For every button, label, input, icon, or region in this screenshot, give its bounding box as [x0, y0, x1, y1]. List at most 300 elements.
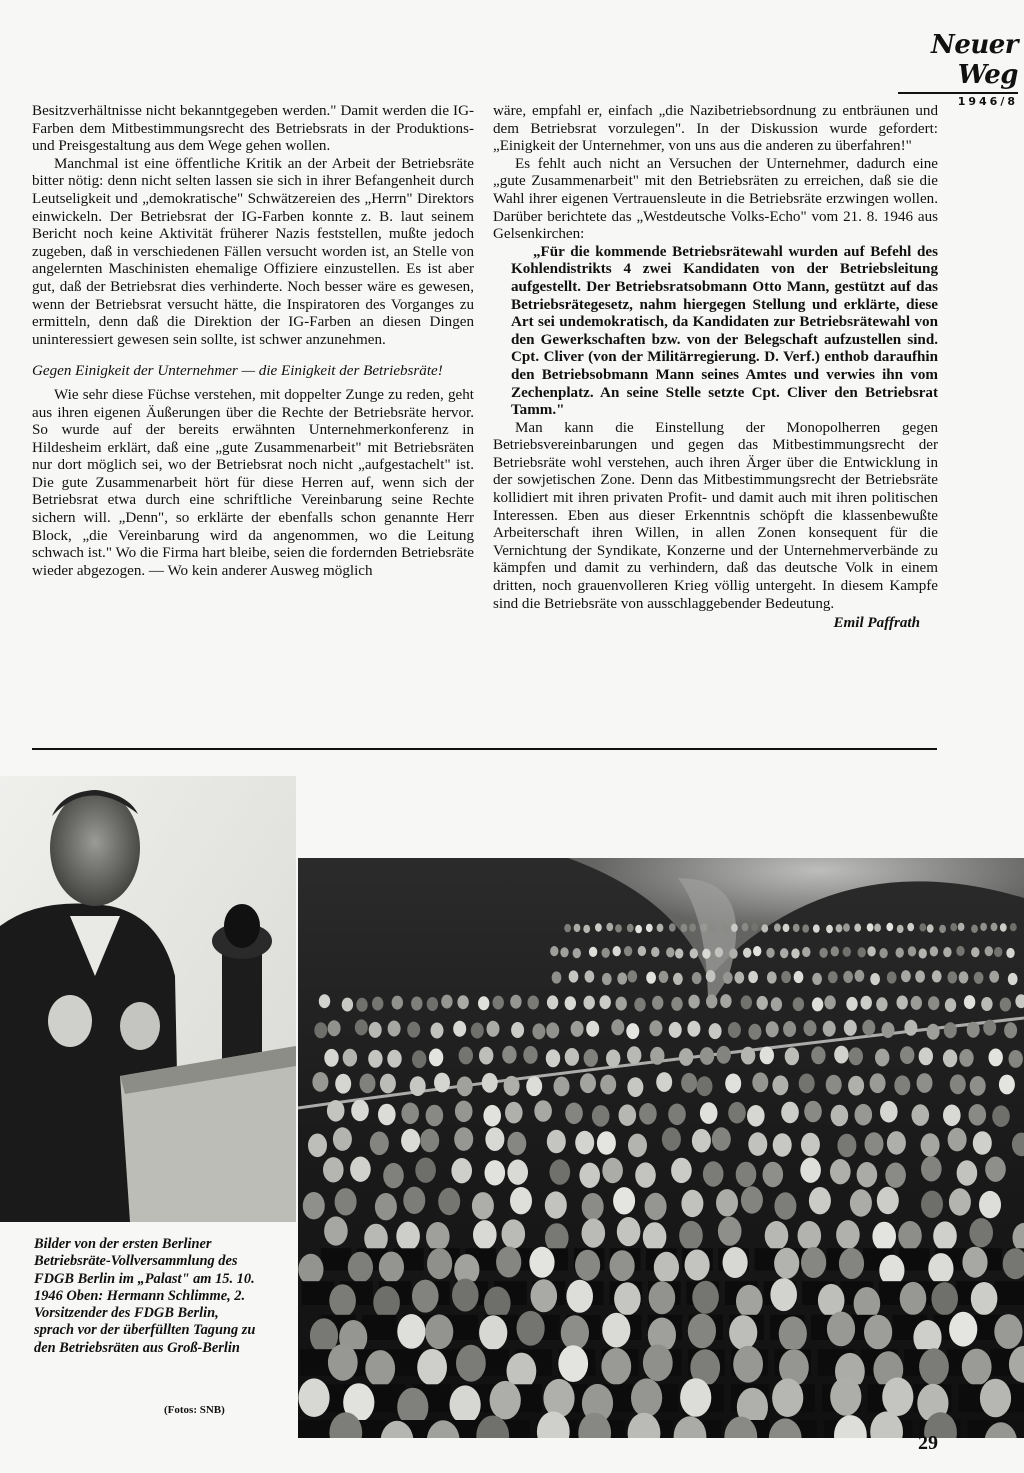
crowd-head — [602, 1313, 630, 1348]
crowd-head — [855, 1104, 873, 1126]
crowd-head — [628, 1134, 647, 1158]
crowd-head — [861, 996, 872, 1010]
crowd-head — [485, 1160, 506, 1185]
crowd-head — [828, 971, 838, 983]
crowd-head — [348, 1252, 373, 1283]
crowd-head — [441, 995, 452, 1009]
crowd-head — [493, 996, 504, 1010]
crowd-head — [606, 1050, 620, 1068]
crowd-head — [715, 947, 723, 957]
photo-credit: (Fotos: SNB) — [164, 1404, 225, 1416]
crowd-head — [565, 996, 576, 1010]
crowd-head — [771, 997, 782, 1011]
crowd-head — [617, 1217, 641, 1246]
author-signature: Emil Paffrath — [833, 615, 920, 632]
crowd-head — [989, 1049, 1003, 1067]
crowd-head — [685, 1250, 710, 1281]
crowd-head — [657, 924, 664, 932]
crowd-head — [586, 1021, 599, 1037]
crowd-head — [718, 1217, 742, 1246]
crowd-head — [729, 1315, 757, 1350]
crowd-head — [510, 995, 521, 1009]
crowd-head — [964, 995, 975, 1009]
crowd-head — [793, 924, 800, 932]
crowd-head — [939, 925, 946, 933]
paragraph: Man kann die Einstellung der Monopolherren gegen Betriebsvereinbarungen und gegen das Mitbestimmungsrecht der Betriebsräte wohl verstehen, auch ihren Ärger über die Entwicklung in der sowjetischen Zone. Denn das Mitbestimmungsrecht der Betriebsräte kollidiert mit ihren privaten Profit- und damit auch mit ihren politischen Interessen. Eben aus dieser Erkenntnis schöpft die klassenbewußte Arbeiterschaft ihren Willen, in allen Zonen konsequent für die Vernichtung der Syndikate, Konzerne und der Unternehmerverbände zu kämpfen und damit zu verhindern, daß das deutsche Volk in einem dritten, noch grauenvolleren Krieg völlig untergeht. In diesem Kampfe sind die Betriebsräte von ausschlaggebender Bedeutung. — [493, 419, 938, 612]
crowd-head — [992, 1105, 1010, 1127]
crowd-head — [798, 1221, 822, 1250]
crowd-head — [688, 1314, 716, 1349]
crowd-head — [734, 972, 744, 984]
article-left-column — [32, 103, 474, 580]
crowd-head — [327, 1100, 345, 1122]
crowd-head — [1004, 1022, 1017, 1038]
crowd-head — [725, 1074, 741, 1094]
crowd-head — [373, 1286, 400, 1319]
crowd-head — [839, 1248, 864, 1279]
crowd-head — [748, 1024, 761, 1040]
crowd-head — [473, 1220, 497, 1249]
crowd-head — [867, 923, 874, 931]
crowd-head — [426, 1222, 450, 1251]
crowd-head — [970, 1076, 986, 1096]
crowd-head — [343, 1049, 357, 1067]
crowd-head — [646, 924, 653, 932]
crowd-head — [565, 1103, 583, 1125]
crowd-head — [350, 1157, 371, 1182]
crowd-head — [573, 948, 581, 958]
crowd-head — [356, 998, 367, 1012]
crowd-head — [943, 1049, 957, 1067]
crowd-head — [600, 1075, 616, 1095]
crowd-head — [434, 1073, 450, 1093]
crowd-head — [702, 949, 710, 959]
crowd-head — [736, 1162, 757, 1187]
crowd-head — [471, 1023, 484, 1039]
crowd-head — [971, 947, 979, 957]
crowd-head — [765, 1221, 789, 1250]
crowd-head — [681, 924, 688, 932]
crowd-head — [459, 1047, 473, 1065]
crowd-head — [773, 1133, 792, 1157]
crowd-head — [947, 971, 957, 983]
crowd-head — [945, 998, 956, 1012]
crowd-head — [407, 1022, 420, 1038]
crowd-head — [812, 997, 823, 1011]
crowd-head — [944, 1022, 957, 1038]
crowd-head — [372, 997, 383, 1011]
paragraph: Besitzverhältnisse nicht bekanntgegeben werden." Damit werden die IG-Farben dem Mitbestimmungsrecht des Betriebsrats in der Produktions- und Preisgestaltung aus dem Wege gehen wollen. — [32, 103, 474, 155]
crowd-head — [728, 1022, 741, 1038]
crowd-head — [584, 996, 595, 1010]
crowd-head — [550, 946, 558, 956]
crowd-head — [864, 1315, 892, 1350]
crowd-head — [834, 1046, 848, 1064]
crowd-head — [526, 1076, 542, 1096]
crowd-head — [616, 997, 627, 1011]
crowd-head — [850, 1189, 872, 1216]
crowd-head — [490, 1381, 521, 1420]
crowd-head — [546, 1049, 560, 1067]
crowd-head — [985, 946, 993, 956]
photo-audience — [298, 858, 1024, 1438]
crowd-head — [950, 1074, 966, 1094]
crowd-head — [781, 1102, 799, 1124]
crowd-head — [811, 1046, 825, 1064]
crowd-head — [967, 1022, 980, 1038]
crowd-head — [898, 1221, 922, 1250]
crowd-head — [912, 1104, 930, 1126]
crowd-head — [723, 972, 733, 984]
crowd-head — [979, 1191, 1001, 1218]
crowd-head — [673, 973, 683, 985]
crowd-head — [908, 946, 916, 956]
crowd-head — [383, 1163, 404, 1188]
crowd-head — [723, 1247, 748, 1278]
crowd-head — [380, 1074, 396, 1094]
crowd-head — [772, 1378, 803, 1417]
crowd-head — [601, 1348, 631, 1385]
crowd-head — [981, 997, 992, 1011]
crowd-head — [879, 948, 887, 958]
crowd-head — [378, 1104, 396, 1126]
crowd-head — [741, 1186, 763, 1213]
crowd-head — [973, 1131, 992, 1155]
crowd-head — [919, 923, 926, 931]
crowd-head — [602, 1158, 623, 1183]
crowd-head — [831, 946, 839, 956]
crowd-head — [877, 1187, 899, 1214]
crowd-head — [882, 1022, 895, 1038]
crowd-head — [917, 1073, 933, 1093]
crowd-head — [882, 1377, 913, 1416]
crowd-head — [904, 1020, 917, 1036]
crowd-head — [643, 1222, 667, 1251]
crowd-head — [487, 1021, 500, 1037]
crowd-head — [401, 1103, 419, 1125]
crowd-head — [565, 1048, 579, 1066]
crowd-head — [927, 1024, 940, 1040]
crowd-head — [731, 924, 738, 932]
crowd-head — [478, 996, 489, 1010]
crowd-head — [716, 1189, 738, 1216]
crowd-head — [619, 1104, 637, 1126]
crowd-head — [627, 1077, 643, 1097]
crowd-head — [1008, 973, 1018, 985]
crowd-head — [589, 947, 597, 957]
crowd-head — [894, 1075, 910, 1095]
crowd-head — [865, 1132, 884, 1156]
crowd-head — [597, 1131, 616, 1155]
crowd-head — [502, 1219, 526, 1248]
crowd-head — [826, 1075, 842, 1095]
crowd-head — [453, 1021, 466, 1037]
crowd-head — [843, 923, 850, 931]
crowd-head — [457, 995, 468, 1009]
crowd-head — [558, 1345, 588, 1382]
crowd-head — [679, 1048, 693, 1066]
crowd-head — [368, 1050, 382, 1068]
crowd-head — [671, 1158, 692, 1183]
crowd-head — [457, 1076, 473, 1096]
crowd-head — [989, 971, 999, 983]
crowd-head — [328, 1020, 341, 1036]
crowd-head — [550, 1159, 571, 1184]
crowd-head — [547, 995, 558, 1009]
crowd-head — [907, 923, 914, 931]
crowd-head — [505, 1102, 523, 1124]
crowd-head — [843, 947, 851, 957]
crowd-head — [690, 948, 698, 958]
crowd-head — [980, 1379, 1011, 1418]
crowd-head — [717, 1046, 731, 1064]
crowd-head — [606, 923, 613, 931]
crowd-head — [700, 1102, 718, 1124]
crowd-head — [662, 1127, 681, 1151]
crowd-head — [584, 1049, 598, 1067]
crowd-head — [830, 1159, 851, 1184]
crowd-head — [375, 1193, 397, 1220]
crowd-head — [921, 1133, 940, 1157]
crowd-head — [397, 1314, 425, 1349]
crowd-head — [812, 973, 822, 985]
crowd-head — [365, 1350, 395, 1387]
crowd-head — [388, 1021, 401, 1037]
crowd-head — [958, 923, 965, 931]
crowd-head — [659, 971, 669, 983]
crowd-head — [638, 946, 646, 956]
crowd-head — [580, 1073, 596, 1093]
crowd-head — [760, 1047, 774, 1065]
crowd-head — [823, 1021, 836, 1037]
crowd-head — [794, 971, 804, 983]
photo-speaker-image — [0, 776, 296, 1222]
crowd-head — [761, 924, 768, 932]
crowd-head — [752, 1072, 768, 1092]
crowd-head — [634, 998, 645, 1012]
crowd-head — [681, 1190, 703, 1217]
crowd-head — [770, 1278, 797, 1311]
crowd-head — [649, 1020, 662, 1036]
crowd-head — [431, 1023, 444, 1039]
crowd-head — [783, 1021, 796, 1037]
crowd-head — [669, 1022, 682, 1038]
crowd-head — [523, 1046, 537, 1064]
crowd-head — [561, 1315, 589, 1350]
crowd-head — [645, 1193, 667, 1220]
crowd-head — [748, 1132, 767, 1156]
crowd-head — [751, 923, 758, 931]
crowd-head — [701, 923, 708, 931]
crowd-head — [669, 923, 676, 931]
crowd-head — [844, 1020, 857, 1036]
crowd-head — [831, 1105, 849, 1127]
crowd-head — [901, 970, 911, 982]
crowd-head — [298, 1378, 329, 1417]
crowd-head — [455, 1101, 473, 1123]
crowd-head — [403, 1187, 425, 1214]
crowd-head — [454, 1127, 473, 1151]
crowd-head — [819, 948, 827, 958]
crowd-head — [575, 1250, 600, 1281]
crowd-head — [328, 1344, 358, 1381]
crowd-head — [600, 995, 611, 1009]
photo-speaker — [0, 776, 296, 1222]
crowd-head — [962, 1247, 987, 1278]
crowd-head — [654, 1252, 679, 1283]
crowd-head — [800, 1158, 821, 1183]
crowd-head — [801, 1247, 826, 1278]
crowd-head — [706, 994, 717, 1008]
crowd-head — [748, 971, 758, 983]
crowd-head — [319, 994, 330, 1008]
crowd-head — [837, 1134, 856, 1158]
crowd-head — [897, 996, 908, 1010]
crowd-head — [747, 1105, 765, 1127]
crowd-head — [692, 1129, 711, 1153]
section-divider — [32, 748, 937, 750]
crowd-head — [855, 970, 865, 982]
crowd-head — [931, 1282, 958, 1315]
crowd-head — [743, 948, 751, 958]
crowd-head — [783, 924, 790, 932]
crowd-head — [415, 1158, 436, 1183]
paragraph: Manchmal ist eine öffentliche Kritik an der Arbeit der Betriebsräte bitter nötig: denn nicht selten lassen sie sich in ihrer Befangenheit durch Leutseligkeit und „demokratische" Schwätzereien des „Herrn" Direktors einwickeln. Der Betriebsrat der IG-Farben konnte z. B. laut seinem Bericht noch keine Aktivität früherer Nazis feststellen, mußte jedoch zugeben, daß in verschiedenen Fällen versucht worden ist, an Stelle von angelernten Maschinisten ehemalige Offiziere einzustellen. Es ist aber gut, daß der Betriebsrat dies verhinderte. Noch besser wäre es gewesen, wenn der Betriebsrat versucht hätte, die Inspiratoren des Vorganges zu ermitteln, denn daß die Direktion der IG-Farben an diesen Dingen uninteressiert gewesen sein sollte, ist schwer anzunehmen. — [32, 155, 474, 348]
crowd-head — [668, 1104, 686, 1126]
crowd-head — [774, 1248, 799, 1279]
crowd-head — [962, 1349, 992, 1386]
crowd-head — [943, 947, 951, 957]
crowd-head — [921, 1191, 943, 1218]
crowd-head — [571, 1021, 584, 1037]
crowd-head — [355, 1019, 368, 1035]
crowd-head — [921, 1156, 942, 1181]
crowd-head — [483, 1105, 501, 1127]
crowd-head — [959, 971, 969, 983]
crowd-head — [991, 923, 998, 931]
crowd-head — [689, 923, 696, 931]
crowd-head — [793, 997, 804, 1011]
crowd-head — [757, 996, 768, 1010]
crowd-head — [753, 946, 761, 956]
crowd-head — [617, 972, 627, 984]
crowd-head — [897, 925, 904, 933]
crowd-head — [675, 948, 683, 958]
masthead-issue: 1946/8 — [898, 92, 1018, 108]
crowd-head — [298, 1254, 323, 1285]
crowd-head — [575, 1131, 594, 1155]
crowd-head — [774, 923, 781, 931]
crowd-head — [502, 1046, 516, 1064]
crowd-head — [915, 970, 925, 982]
crowd-head — [767, 971, 777, 983]
crowd-head — [927, 924, 934, 932]
crowd-head — [706, 970, 716, 982]
crowd-head — [613, 1187, 635, 1214]
crowd-head — [646, 972, 656, 984]
crowd-head — [843, 971, 853, 983]
crowd-head — [969, 1104, 987, 1126]
crowd-head — [635, 925, 642, 933]
crowd-head — [472, 1192, 494, 1219]
crowd-head — [679, 1221, 703, 1250]
crowd-head — [582, 1193, 604, 1220]
crowd-head — [546, 1022, 559, 1038]
crowd-head — [779, 1316, 807, 1351]
crowd-head — [547, 1130, 566, 1154]
crowd-head — [411, 997, 422, 1011]
crowd-head — [370, 1132, 389, 1156]
crowd-head — [687, 1021, 700, 1037]
crowd-head — [534, 1100, 552, 1122]
crowd-head — [303, 1192, 325, 1219]
crowd-head — [329, 1284, 356, 1317]
crowd-head — [848, 1076, 864, 1096]
crowd-head — [507, 1160, 528, 1185]
paragraph: wäre, empfahl er, einfach „die Nazibetriebsordnung zu entbräunen und dem Betriebsrat vorzulegen". In der Diskussion wurde gefordert: „Einigkeit der Unternehmer, von uns aus die anderen zu überfahren!" — [493, 103, 938, 155]
crowd-head — [671, 997, 682, 1011]
crowd-head — [872, 1222, 896, 1251]
crowd-head — [496, 1247, 521, 1278]
crowd-head — [314, 1022, 327, 1038]
crowd-head — [697, 1076, 713, 1096]
crowd-head — [804, 1020, 817, 1036]
crowd-head — [943, 1105, 961, 1127]
crowd-head — [720, 994, 731, 1008]
crowd-head — [427, 997, 438, 1011]
crowd-head — [651, 947, 659, 957]
crowd-head — [885, 1163, 906, 1188]
crowd-head — [324, 1216, 348, 1245]
crowd-head — [511, 1022, 524, 1038]
crowd-head — [846, 997, 857, 1011]
crowd-head — [323, 1157, 344, 1182]
crowd-head — [733, 1346, 763, 1383]
crowd-head — [308, 1134, 327, 1158]
crowd-head — [763, 1162, 784, 1187]
crowd-head — [602, 973, 612, 985]
crowd-head — [595, 923, 602, 931]
crowd-head — [785, 1047, 799, 1065]
crowd-head — [957, 1160, 978, 1185]
crowd-head — [742, 923, 749, 931]
crowd-head — [766, 1021, 779, 1037]
crowd-head — [880, 1101, 898, 1123]
crowd-head — [874, 924, 881, 932]
masthead — [898, 30, 1018, 108]
page-number: 29 — [918, 1432, 938, 1454]
crowd-head — [479, 1315, 507, 1350]
crowd-head — [857, 1162, 878, 1187]
crowd-head — [919, 1047, 933, 1065]
crowd-head — [504, 1076, 520, 1096]
crowd-head — [626, 1023, 639, 1039]
crowd-head — [545, 1223, 569, 1252]
crowd-head — [529, 1247, 554, 1278]
section-subheading: Gegen Einigkeit der Unternehmer — die Einigkeit der Betriebsräte! — [32, 363, 443, 380]
crowd-head — [610, 1250, 635, 1281]
crowd-head — [813, 924, 820, 932]
crowd-head — [517, 1311, 545, 1346]
crowd-head — [569, 970, 579, 982]
crowd-head — [999, 1075, 1015, 1095]
crowd-head — [824, 995, 835, 1009]
crowd-head — [652, 996, 663, 1010]
crowd-head — [969, 1218, 993, 1247]
crowd-head — [485, 1127, 504, 1151]
crowd-head — [1009, 1050, 1023, 1068]
crowd-head — [827, 1312, 855, 1347]
